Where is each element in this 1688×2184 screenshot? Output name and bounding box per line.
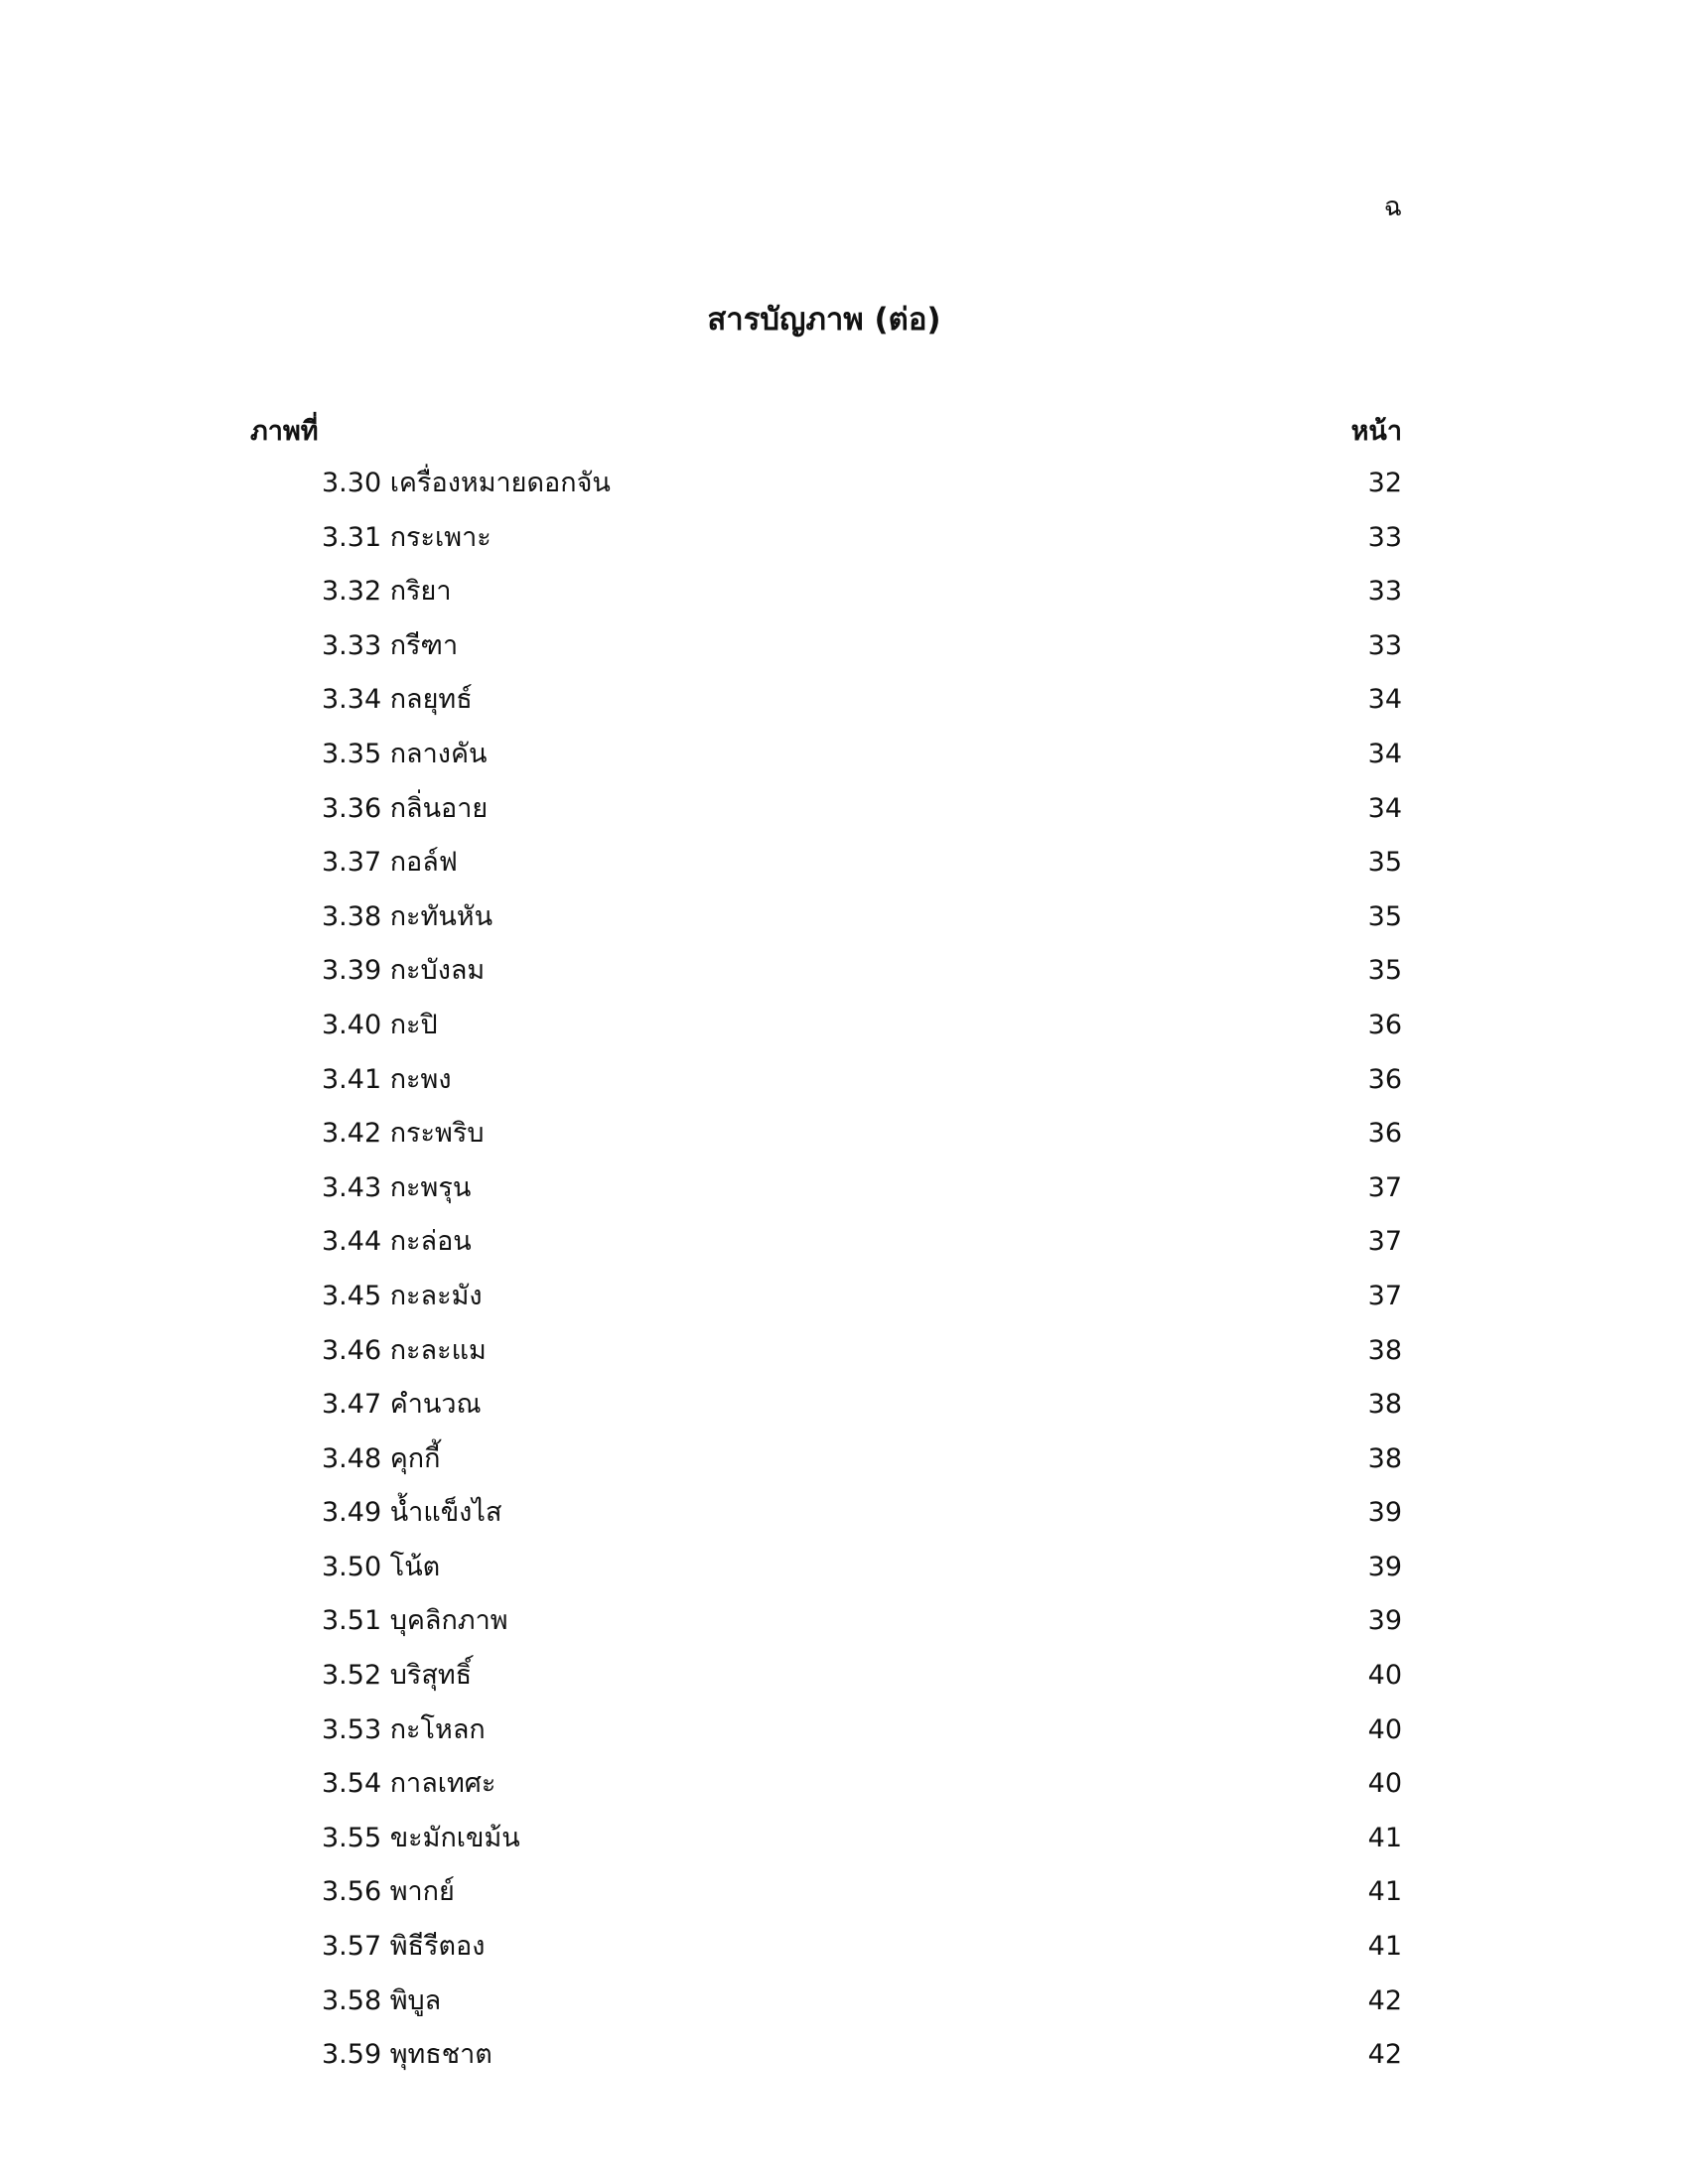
- entry-page-number: 41: [1367, 1876, 1402, 1908]
- list-header: [250, 409, 1402, 451]
- entry-label: 3.30 เครื่องหมายดอกจัน: [322, 468, 611, 498]
- list-item: [250, 1763, 1402, 1818]
- list-item: [250, 788, 1402, 843]
- page-number: ฉ: [1383, 192, 1402, 222]
- list-item: [250, 1655, 1402, 1709]
- entry-label: 3.37 กอล์ฟ: [322, 847, 458, 879]
- entry-page-number: 35: [1367, 847, 1402, 879]
- entry-page-number: 38: [1367, 1389, 1402, 1421]
- page-title: สารบัญภาพ (ต่อ): [707, 302, 941, 338]
- entry-label: 3.44 กะล่อน: [322, 1226, 472, 1258]
- entry-label: 3.32 กริยา: [322, 576, 452, 608]
- list-item: [250, 896, 1402, 951]
- entry-label: 3.55 ขะมักเขม้น: [322, 1822, 520, 1853]
- entry-label: 3.52 บริสุทธิ์: [322, 1660, 473, 1692]
- entry-label: 3.59 พุทธชาต: [322, 2039, 492, 2071]
- column-header-page: หน้า: [1350, 416, 1402, 447]
- entry-page-number: 38: [1367, 1334, 1402, 1366]
- entry-label: 3.40 กะปิ: [322, 1009, 438, 1040]
- list-item: [250, 1167, 1402, 1222]
- list-item: [250, 734, 1402, 788]
- list-item: [250, 625, 1402, 680]
- entry-label: 3.50 โน้ต: [322, 1551, 441, 1582]
- entry-page-number: 41: [1367, 1931, 1402, 1963]
- entry-label: 3.47 คำนวณ: [322, 1389, 482, 1421]
- entry-label: 3.49 น้ำแข็งไส: [322, 1497, 502, 1529]
- entry-page-number: 34: [1367, 738, 1402, 769]
- entry-label: 3.46 กะละแม: [322, 1334, 487, 1366]
- entry-page-number: 40: [1367, 1713, 1402, 1745]
- entry-page-number: 36: [1367, 1009, 1402, 1040]
- entry-page-number: 33: [1367, 576, 1402, 608]
- entry-label: 3.51 บุคลิกภาพ: [322, 1605, 508, 1637]
- list-item: [250, 571, 1402, 625]
- list-item: [250, 1330, 1402, 1385]
- entry-page-number: 39: [1367, 1605, 1402, 1637]
- entry-label: 3.42 กระพริบ: [322, 1118, 485, 1150]
- list-item: [250, 2034, 1402, 2089]
- entry-page-number: 39: [1367, 1497, 1402, 1529]
- entry-page-number: 35: [1367, 955, 1402, 987]
- entry-page-number: 41: [1367, 1822, 1402, 1853]
- entry-label: 3.57 พิธีรีตอง: [322, 1931, 486, 1963]
- entry-label: 3.39 กะบังลม: [322, 955, 486, 987]
- column-header-figure: ภาพที่: [250, 416, 319, 447]
- entry-label: 3.45 กะละมัง: [322, 1280, 483, 1311]
- list-item: [250, 517, 1402, 572]
- entry-label: 3.53 กะโหลก: [322, 1713, 486, 1745]
- list-item: [250, 1547, 1402, 1601]
- list-item: [250, 1980, 1402, 2035]
- entry-page-number: 36: [1367, 1118, 1402, 1150]
- list-item: [250, 1926, 1402, 1980]
- entry-page-number: 33: [1367, 521, 1402, 553]
- list-item: [250, 950, 1402, 1005]
- list-item: [250, 842, 1402, 896]
- entry-label: 3.54 กาลเทศะ: [322, 1768, 496, 1800]
- entry-page-number: 37: [1367, 1280, 1402, 1311]
- entry-label: 3.43 กะพรุน: [322, 1171, 472, 1203]
- list-item: [250, 1276, 1402, 1330]
- list-item: [250, 1818, 1402, 1872]
- entry-page-number: 34: [1367, 792, 1402, 824]
- entry-page-number: 33: [1367, 629, 1402, 661]
- figure-list: [250, 463, 1402, 2089]
- entry-page-number: 39: [1367, 1551, 1402, 1582]
- entry-page-number: 37: [1367, 1171, 1402, 1203]
- entry-page-number: 40: [1367, 1768, 1402, 1800]
- entry-page-number: 40: [1367, 1660, 1402, 1692]
- list-item: [250, 1438, 1402, 1493]
- list-item: [250, 1600, 1402, 1655]
- entry-label: 3.38 กะทันหัน: [322, 900, 493, 932]
- entry-label: 3.31 กระเพาะ: [322, 521, 492, 553]
- list-item: [250, 463, 1402, 517]
- entry-label: 3.36 กลิ่นอาย: [322, 792, 489, 824]
- entry-page-number: 36: [1367, 1063, 1402, 1095]
- entry-page-number: 34: [1367, 684, 1402, 716]
- list-item: [250, 1113, 1402, 1167]
- entry-page-number: 37: [1367, 1226, 1402, 1258]
- entry-page-number: 42: [1367, 2039, 1402, 2071]
- entry-label: 3.58 พิบูล: [322, 1984, 442, 2016]
- list-item: [250, 1005, 1402, 1059]
- entry-page-number: 32: [1367, 468, 1402, 498]
- entry-label: 3.34 กลยุทธ์: [322, 684, 473, 716]
- list-item: [250, 1709, 1402, 1764]
- entry-label: 3.33 กรีฑา: [322, 629, 459, 661]
- list-item: [250, 1059, 1402, 1114]
- list-item: [250, 1871, 1402, 1926]
- entry-page-number: 38: [1367, 1442, 1402, 1474]
- list-item: [250, 1492, 1402, 1547]
- entry-label: 3.56 พากย์: [322, 1876, 455, 1908]
- list-item: [250, 679, 1402, 734]
- list-item: [250, 1384, 1402, 1438]
- entry-page-number: 35: [1367, 900, 1402, 932]
- entry-label: 3.48 คุกกี้: [322, 1442, 441, 1474]
- entry-page-number: 42: [1367, 1984, 1402, 2016]
- entry-label: 3.35 กลางคัน: [322, 738, 488, 769]
- entry-label: 3.41 กะพง: [322, 1063, 452, 1095]
- list-item: [250, 1221, 1402, 1276]
